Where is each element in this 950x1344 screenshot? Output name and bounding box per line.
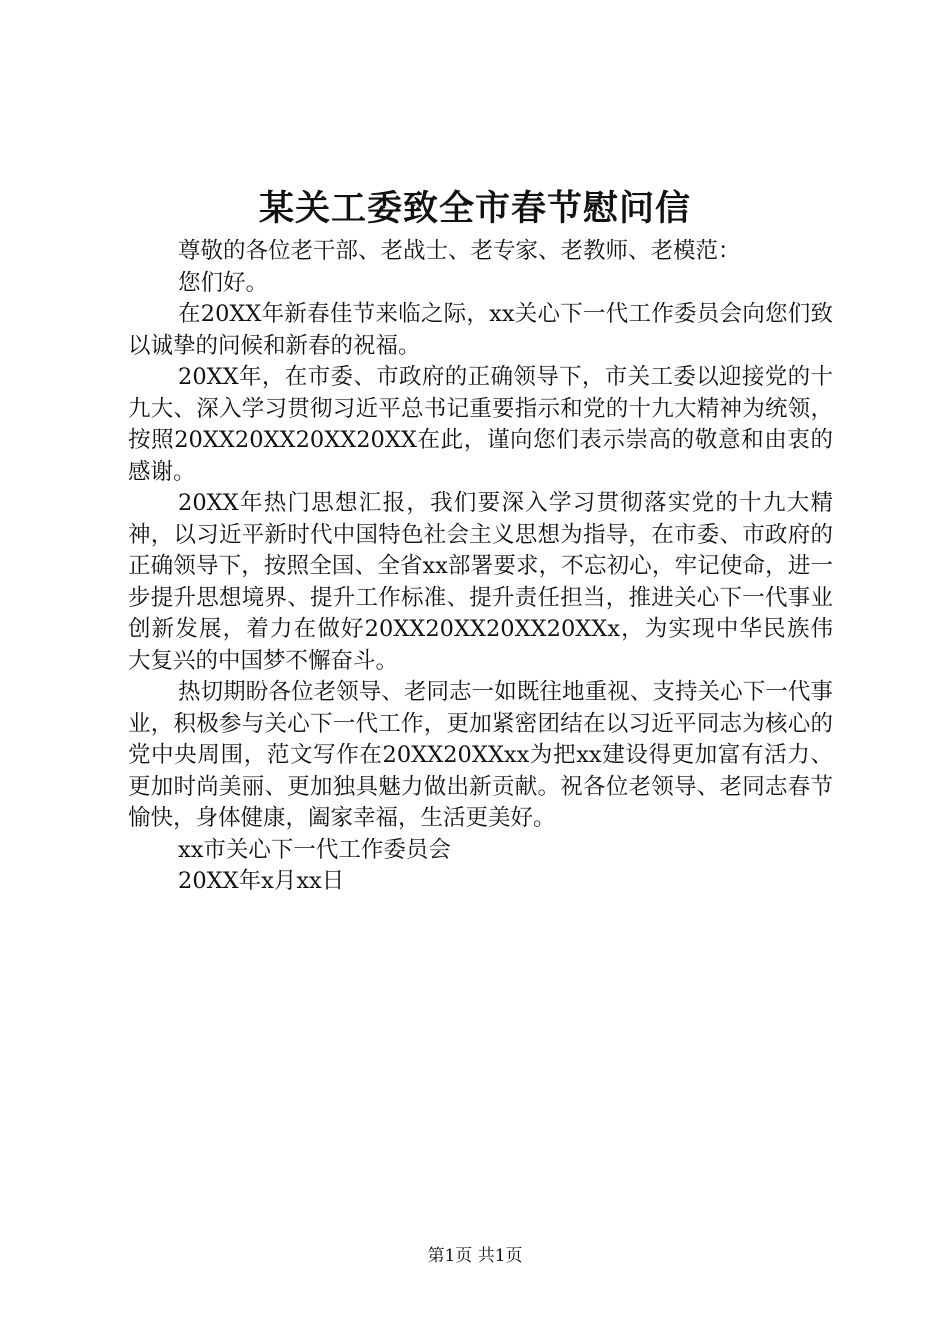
letter-body: [128, 236, 833, 898]
document-title: 某关工委致全市春节慰问信: [258, 188, 691, 229]
signature: xx市关心下一代工作委员会: [178, 836, 451, 863]
paragraph-4: 热切期盼各位老领导、老同志一如既往地重视、支持关心下一代事业，积极参与关心下一代工作，更加紧密团结在以习近平同志为核心的党中央周围，范文写作在20XX20XXxx为把xx建设得更加富有活力、更加时尚美丽、更加独具魅力做出新贡献。祝各位老领导、老同志春节愉快，身体健康，阖家幸福，生活更美好。: [128, 679, 833, 831]
salutation: 尊敬的各位老干部、老战士、老专家、老教师、老模范：: [178, 238, 741, 264]
paragraph-3: 20XX年热门思想汇报，我们要深入学习贯彻落实党的十九大精神，以习近平新时代中国特色社会主义思想为指导，在市委、市政府的正确领导下，按照全国、全省xx部署要求，不忘初心，牢记使命，进一步提升思想境界、提升工作标准、提升责任担当，推进关心下一代事业创新发展，着力在做好20XX20XX20XX20XXx，为实现中华民族伟大复兴的中国梦不懈奋斗。: [128, 490, 833, 674]
greeting: 您们好。: [178, 269, 269, 296]
page-footer: 第1页 共1页: [427, 1246, 523, 1266]
date: 20XX年x月xx日: [178, 868, 345, 894]
paragraph-1: 在20XX年新春佳节来临之际，xx关心下一代工作委员会向您们致以诚挚的问候和新春的祝福。: [128, 301, 833, 359]
paragraph-2: 20XX年，在市委、市政府的正确领导下，市关工委以迎接党的十九大、深入学习贯彻习近平总书记重要指示和党的十九大精神为统领，按照20XX20XX20XX20XX在此，谨向您们表示崇高的敬意和由衷的感谢。: [128, 364, 833, 485]
